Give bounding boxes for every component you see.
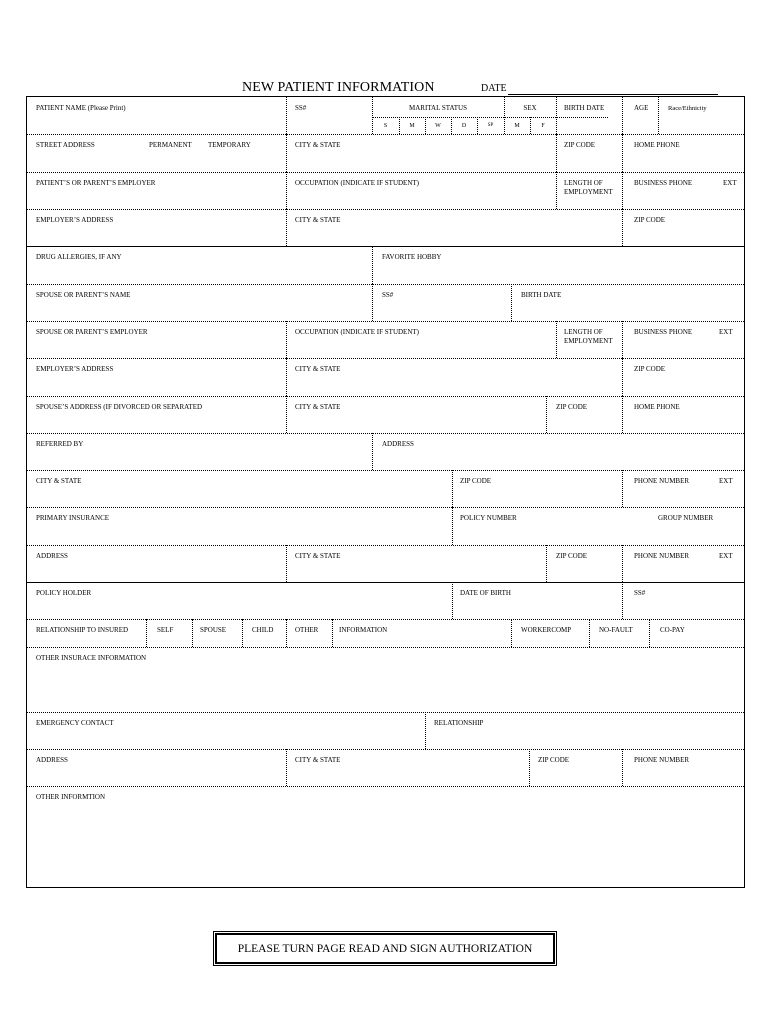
col-divider (622, 545, 623, 582)
row-divider (27, 321, 744, 322)
form-title: NEW PATIENT INFORMATION (242, 80, 435, 95)
ss-label: SS# (382, 291, 394, 299)
city-state-label: CITY & STATE (295, 552, 341, 560)
date-of-birth-label: DATE OF BIRTH (460, 589, 511, 597)
zip-code-label: ZIP CODE (556, 403, 588, 411)
col-divider (286, 134, 287, 172)
col-divider (286, 749, 287, 786)
patient-name-label: PATIENT NAME (Please Print) (36, 104, 126, 112)
city-state-label: CITY & STATE (36, 477, 82, 485)
col-divider (622, 358, 623, 396)
ext-label: EXT (719, 552, 733, 560)
col-divider (452, 507, 453, 545)
marital-widowed-option[interactable]: W (435, 123, 441, 129)
col-divider (286, 545, 287, 582)
relationship-to-insured-label: RELATIONSHIP TO INSURED (36, 626, 129, 634)
marital-sex-divider (372, 117, 608, 118)
sex-female-option[interactable]: F (541, 123, 545, 129)
date-label: DATE (481, 83, 507, 94)
col-divider (286, 619, 287, 647)
row-divider (27, 582, 744, 583)
primary-insurance-label: PRIMARY INSURANCE (36, 514, 110, 522)
address-label: ADDRESS (36, 552, 68, 560)
spouse-address-label: SPOUSE’S ADDRESS (IF DIVORCED OR SEPARATED (36, 403, 203, 411)
col-divider (622, 749, 623, 786)
col-divider (546, 545, 547, 582)
spouse-option[interactable]: SPOUSE (200, 626, 227, 634)
col-divider (372, 284, 373, 321)
co-pay-option[interactable]: CO-PAY (660, 626, 685, 634)
col-divider (622, 97, 623, 134)
race-ethnicity-label: Race/Ethnicity (668, 105, 707, 112)
employment-label: EMPLOYMENT (564, 337, 613, 345)
col-divider (146, 619, 147, 647)
col-divider (589, 619, 590, 647)
row-divider (27, 246, 744, 247)
row-divider (27, 134, 744, 135)
ext-label: EXT (723, 179, 737, 187)
col-divider (286, 396, 287, 433)
emergency-contact-label: EMERGENCY CONTACT (36, 719, 114, 727)
favorite-hobby-label: FAVORITE HOBBY (382, 253, 442, 261)
marital-separated-option[interactable]: SP (487, 123, 494, 128)
no-fault-option[interactable]: NO-FAULT (599, 626, 633, 634)
col-divider (425, 712, 426, 749)
city-state-label: CITY & STATE (295, 756, 341, 764)
drug-allergies-label: DRUG ALLERGIES, IF ANY (36, 253, 122, 261)
col-divider (332, 619, 333, 647)
col-divider (649, 619, 650, 647)
length-of-label: LENGTH OF (564, 179, 603, 187)
ext-label: EXT (719, 477, 733, 485)
col-divider (511, 284, 512, 321)
row-divider (27, 209, 744, 210)
row-divider (27, 470, 744, 471)
zip-code-label: ZIP CODE (556, 552, 588, 560)
city-state-label: CITY & STATE (295, 365, 341, 373)
child-option[interactable]: CHILD (252, 626, 274, 634)
information-label: INFORMATION (339, 626, 388, 634)
home-phone-label: HOME PHONE (634, 141, 680, 149)
policy-number-label: POLICY NUMBER (460, 514, 517, 522)
col-divider (556, 97, 557, 134)
row-divider (27, 545, 744, 546)
col-divider (622, 209, 623, 246)
employer-address-label: EMPLOYER’S ADDRESS (36, 216, 114, 224)
patient-employer-label: PATIENT’S OR PARENT’S EMPLOYER (36, 179, 156, 187)
date-field[interactable] (508, 94, 718, 95)
marital-divorced-option[interactable]: D (461, 123, 467, 129)
zip-code-label: ZIP CODE (634, 216, 666, 224)
zip-code-label: ZIP CODE (634, 365, 666, 373)
col-divider (372, 433, 373, 470)
relationship-label: RELATIONSHIP (434, 719, 484, 727)
col-divider (658, 97, 659, 134)
occupation-label: OCCUPATION (INDICATE IF STUDENT) (295, 328, 419, 336)
row-divider (27, 749, 744, 750)
row-divider (27, 619, 744, 620)
col-divider (242, 619, 243, 647)
address-label: ADDRESS (382, 440, 414, 448)
phone-number-label: PHONE NUMBER (634, 477, 690, 485)
spouse-name-label: SPOUSE OR PARENT’S NAME (36, 291, 131, 299)
col-divider (372, 246, 373, 284)
sex-male-option[interactable]: M (514, 123, 520, 129)
permanent-option[interactable]: PERMANENT (149, 141, 192, 149)
row-divider (27, 507, 744, 508)
col-divider (556, 134, 557, 172)
patient-form (26, 96, 745, 888)
marital-single-option[interactable]: S (383, 123, 388, 129)
other-insurance-label: OTHER INSURACE INFORMATION (36, 654, 147, 662)
row-divider (27, 396, 744, 397)
col-divider (556, 172, 557, 209)
col-divider (622, 582, 623, 619)
birth-date-label: BIRTH DATE (564, 104, 605, 112)
row-divider (27, 172, 744, 173)
row-divider (27, 433, 744, 434)
zip-code-label: ZIP CODE (460, 477, 492, 485)
occupation-label: OCCUPATION (INDICATE IF STUDENT) (295, 179, 419, 187)
other-information-label: OTHER INFORMTION (36, 793, 106, 801)
row-divider (27, 786, 744, 787)
birth-date-label: BIRTH DATE (521, 291, 562, 299)
col-divider (529, 749, 530, 786)
street-address-label: STREET ADDRESS (36, 141, 95, 149)
address-label: ADDRESS (36, 756, 68, 764)
sex-label: SEX (523, 104, 537, 112)
col-divider (622, 470, 623, 507)
col-divider (622, 396, 623, 433)
business-phone-label: BUSINESS PHONE (634, 328, 693, 336)
ss-label: SS# (295, 104, 307, 112)
col-divider (286, 97, 287, 134)
other-option[interactable]: OTHER (295, 626, 319, 634)
row-divider (27, 284, 744, 285)
col-divider (622, 134, 623, 172)
city-state-label: CITY & STATE (295, 216, 341, 224)
zip-code-label: ZIP CODE (538, 756, 570, 764)
col-divider (192, 619, 193, 647)
employment-label: EMPLOYMENT (564, 188, 613, 196)
col-divider (452, 582, 453, 619)
employer-address-label: EMPLOYER’S ADDRESS (36, 365, 114, 373)
col-divider (622, 321, 623, 358)
row-divider (27, 712, 744, 713)
marital-status-label: MARITAL STATUS (409, 104, 467, 112)
phone-number-label: PHONE NUMBER (634, 756, 690, 764)
workercomp-option[interactable]: WORKERCOMP (521, 626, 572, 634)
zip-code-label: ZIP CODE (564, 141, 596, 149)
home-phone-label: HOME PHONE (634, 403, 680, 411)
col-divider (546, 396, 547, 433)
self-option[interactable]: SELF (157, 626, 174, 634)
row-divider (27, 647, 744, 648)
col-divider (286, 209, 287, 246)
col-divider (286, 358, 287, 396)
col-divider (622, 172, 623, 209)
phone-number-label: PHONE NUMBER (634, 552, 690, 560)
referred-by-label: REFERRED BY (36, 440, 84, 448)
spouse-employer-label: SPOUSE OR PARENT’S EMPLOYER (36, 328, 148, 336)
business-phone-label: BUSINESS PHONE (634, 179, 693, 187)
policy-holder-label: POLICY HOLDER (36, 589, 92, 597)
col-divider (511, 619, 512, 647)
col-divider (556, 321, 557, 358)
row-divider (27, 358, 744, 359)
age-label: AGE (634, 104, 649, 112)
ss-label: SS# (634, 589, 646, 597)
col-divider (286, 172, 287, 209)
city-state-label: CITY & STATE (295, 403, 341, 411)
ext-label: EXT (719, 328, 733, 336)
col-divider (286, 321, 287, 358)
group-number-label: GROUP NUMBER (658, 514, 714, 522)
col-divider (452, 470, 453, 507)
authorization-notice: PLEASE TURN PAGE READ AND SIGN AUTHORIZATION (215, 933, 555, 964)
length-of-label: LENGTH OF (564, 328, 603, 336)
temporary-option[interactable]: TEMPORARY (208, 141, 251, 149)
city-state-label: CITY & STATE (295, 141, 341, 149)
marital-married-option[interactable]: M (409, 123, 415, 129)
